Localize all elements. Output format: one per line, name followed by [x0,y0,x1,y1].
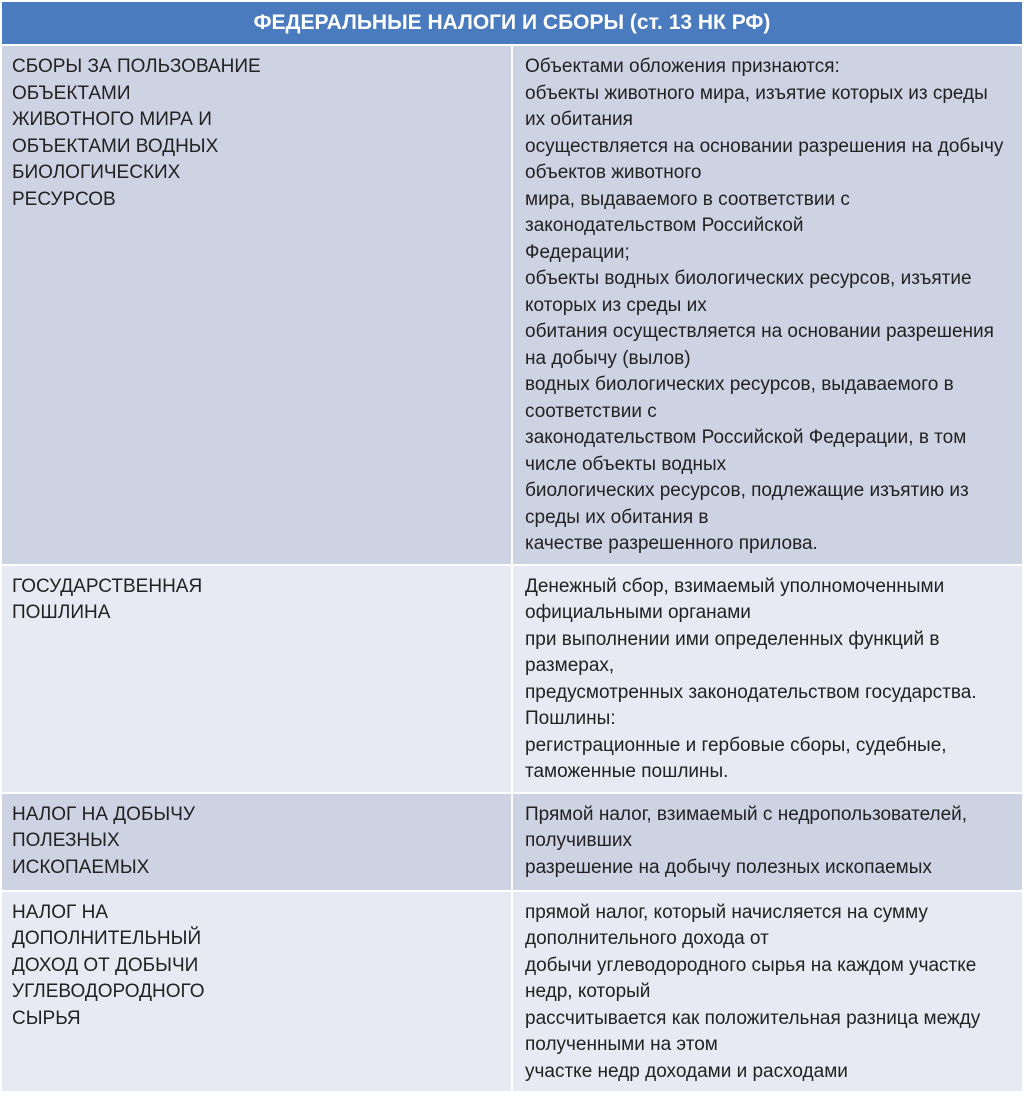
tax-description-line: обитания осуществляется на основании разрешения на добычу (вылов) [525,321,994,369]
table-row-wildlife-fees [1,45,1023,565]
tax-name-cell [1,565,512,793]
tax-description-line: мира, выдаваемого в соответствии с законодательством Российской [525,188,850,236]
tax-name-line: НАЛОГ НА [12,901,109,923]
tax-description-line: Федерации; [525,241,630,263]
tax-description-cell [512,565,1023,793]
tax-name-line: ИСКОПАЕМЫХ [12,856,150,878]
tax-name-line: ПОЛЕЗНЫХ [12,830,120,851]
tax-name-cell [1,793,512,891]
tax-description-line: Объектами обложения признаются: [525,56,840,77]
tax-name-cell [1,891,512,1093]
table-row-additional-income-tax [1,891,1023,1093]
tax-description-cell [512,45,1023,565]
tax-name-line: УГЛЕВОДОРОДНОГО [12,981,205,1002]
table-row-state-duty [1,565,1023,793]
tax-name-cell [1,45,512,565]
tax-description-line: законодательством Российской Федерации, в том числе объекты водных [525,427,967,475]
tax-description-line: объекты животного мира, изъятие которых из среды их обитания [525,82,988,130]
tax-name-line: СБОРЫ ЗА ПОЛЬЗОВАНИЕ [12,56,261,77]
tax-description-line: прямой налог, который начисляется на сумму дополнительного дохода от [525,901,928,949]
tax-description-cell [512,793,1023,891]
table-title: ФЕДЕРАЛЬНЫЕ НАЛОГИ И СБОРЫ (ст. 13 НК РФ) [1,1,1023,45]
tax-description-line: регистрационные и гербовые сборы, судебные, таможенные пошлины. [525,734,947,782]
tax-name-line: ДОПОЛНИТЕЛЬНЫЙ [12,928,202,949]
tax-name-line: ГОСУДАРСТВЕННАЯ [12,575,203,597]
tax-description-line: предусмотренных законодательством государства. Пошлины: [525,681,977,729]
tax-name-line: ОБЪЕКТАМИ ВОДНЫХ [12,135,219,157]
tax-description-line: разрешение на добычу полезных ископаемых [525,856,932,878]
tax-description-line: Прямой налог, взимаемый с недропользователей, получивших [525,803,968,851]
tax-name-line: СЫРЬЯ [12,1007,81,1029]
tax-description-line: добычи углеводородного сырья на каждом участке недр, который [525,954,977,1002]
tax-description-cell [512,891,1023,1093]
tax-description-line: биологических ресурсов, подлежащие изъятию из среды их обитания в [525,480,969,528]
tax-name-line: ДОХОД ОТ ДОБЫЧИ [12,954,199,976]
table-header-row [1,1,1023,45]
table-row-mineral-extraction-tax [1,793,1023,891]
tax-description-line: Денежный сбор, взимаемый уполномоченными официальными органами [525,575,945,623]
tax-description-line: осуществляется на основании разрешения на добычу объектов животного [525,135,1004,183]
tax-name-line: БИОЛОГИЧЕСКИХ [12,162,181,183]
tax-name-line: НАЛОГ НА ДОБЫЧУ [12,803,195,825]
tax-name-line: ОБЪЕКТАМИ [12,82,131,104]
tax-description-line: участке недр доходами и расходами [525,1060,848,1082]
tax-description-line: объекты водных биологических ресурсов, изъятие которых из среды их [525,268,972,316]
tax-description-line: при выполнении ими определенных функций в размерах, [525,628,940,676]
tax-name-line: РЕСУРСОВ [12,188,116,210]
tax-name-line: ЖИВОТНОГО МИРА И [12,109,212,130]
tax-description-line: водных биологических ресурсов, выдаваемого в соответствии с [525,374,954,422]
tax-description-line: рассчитывается как положительная разница между полученными на этом [525,1007,981,1055]
tax-name-line: ПОШЛИНА [12,602,111,623]
tax-description-line: качестве разрешенного прилова. [525,533,818,554]
